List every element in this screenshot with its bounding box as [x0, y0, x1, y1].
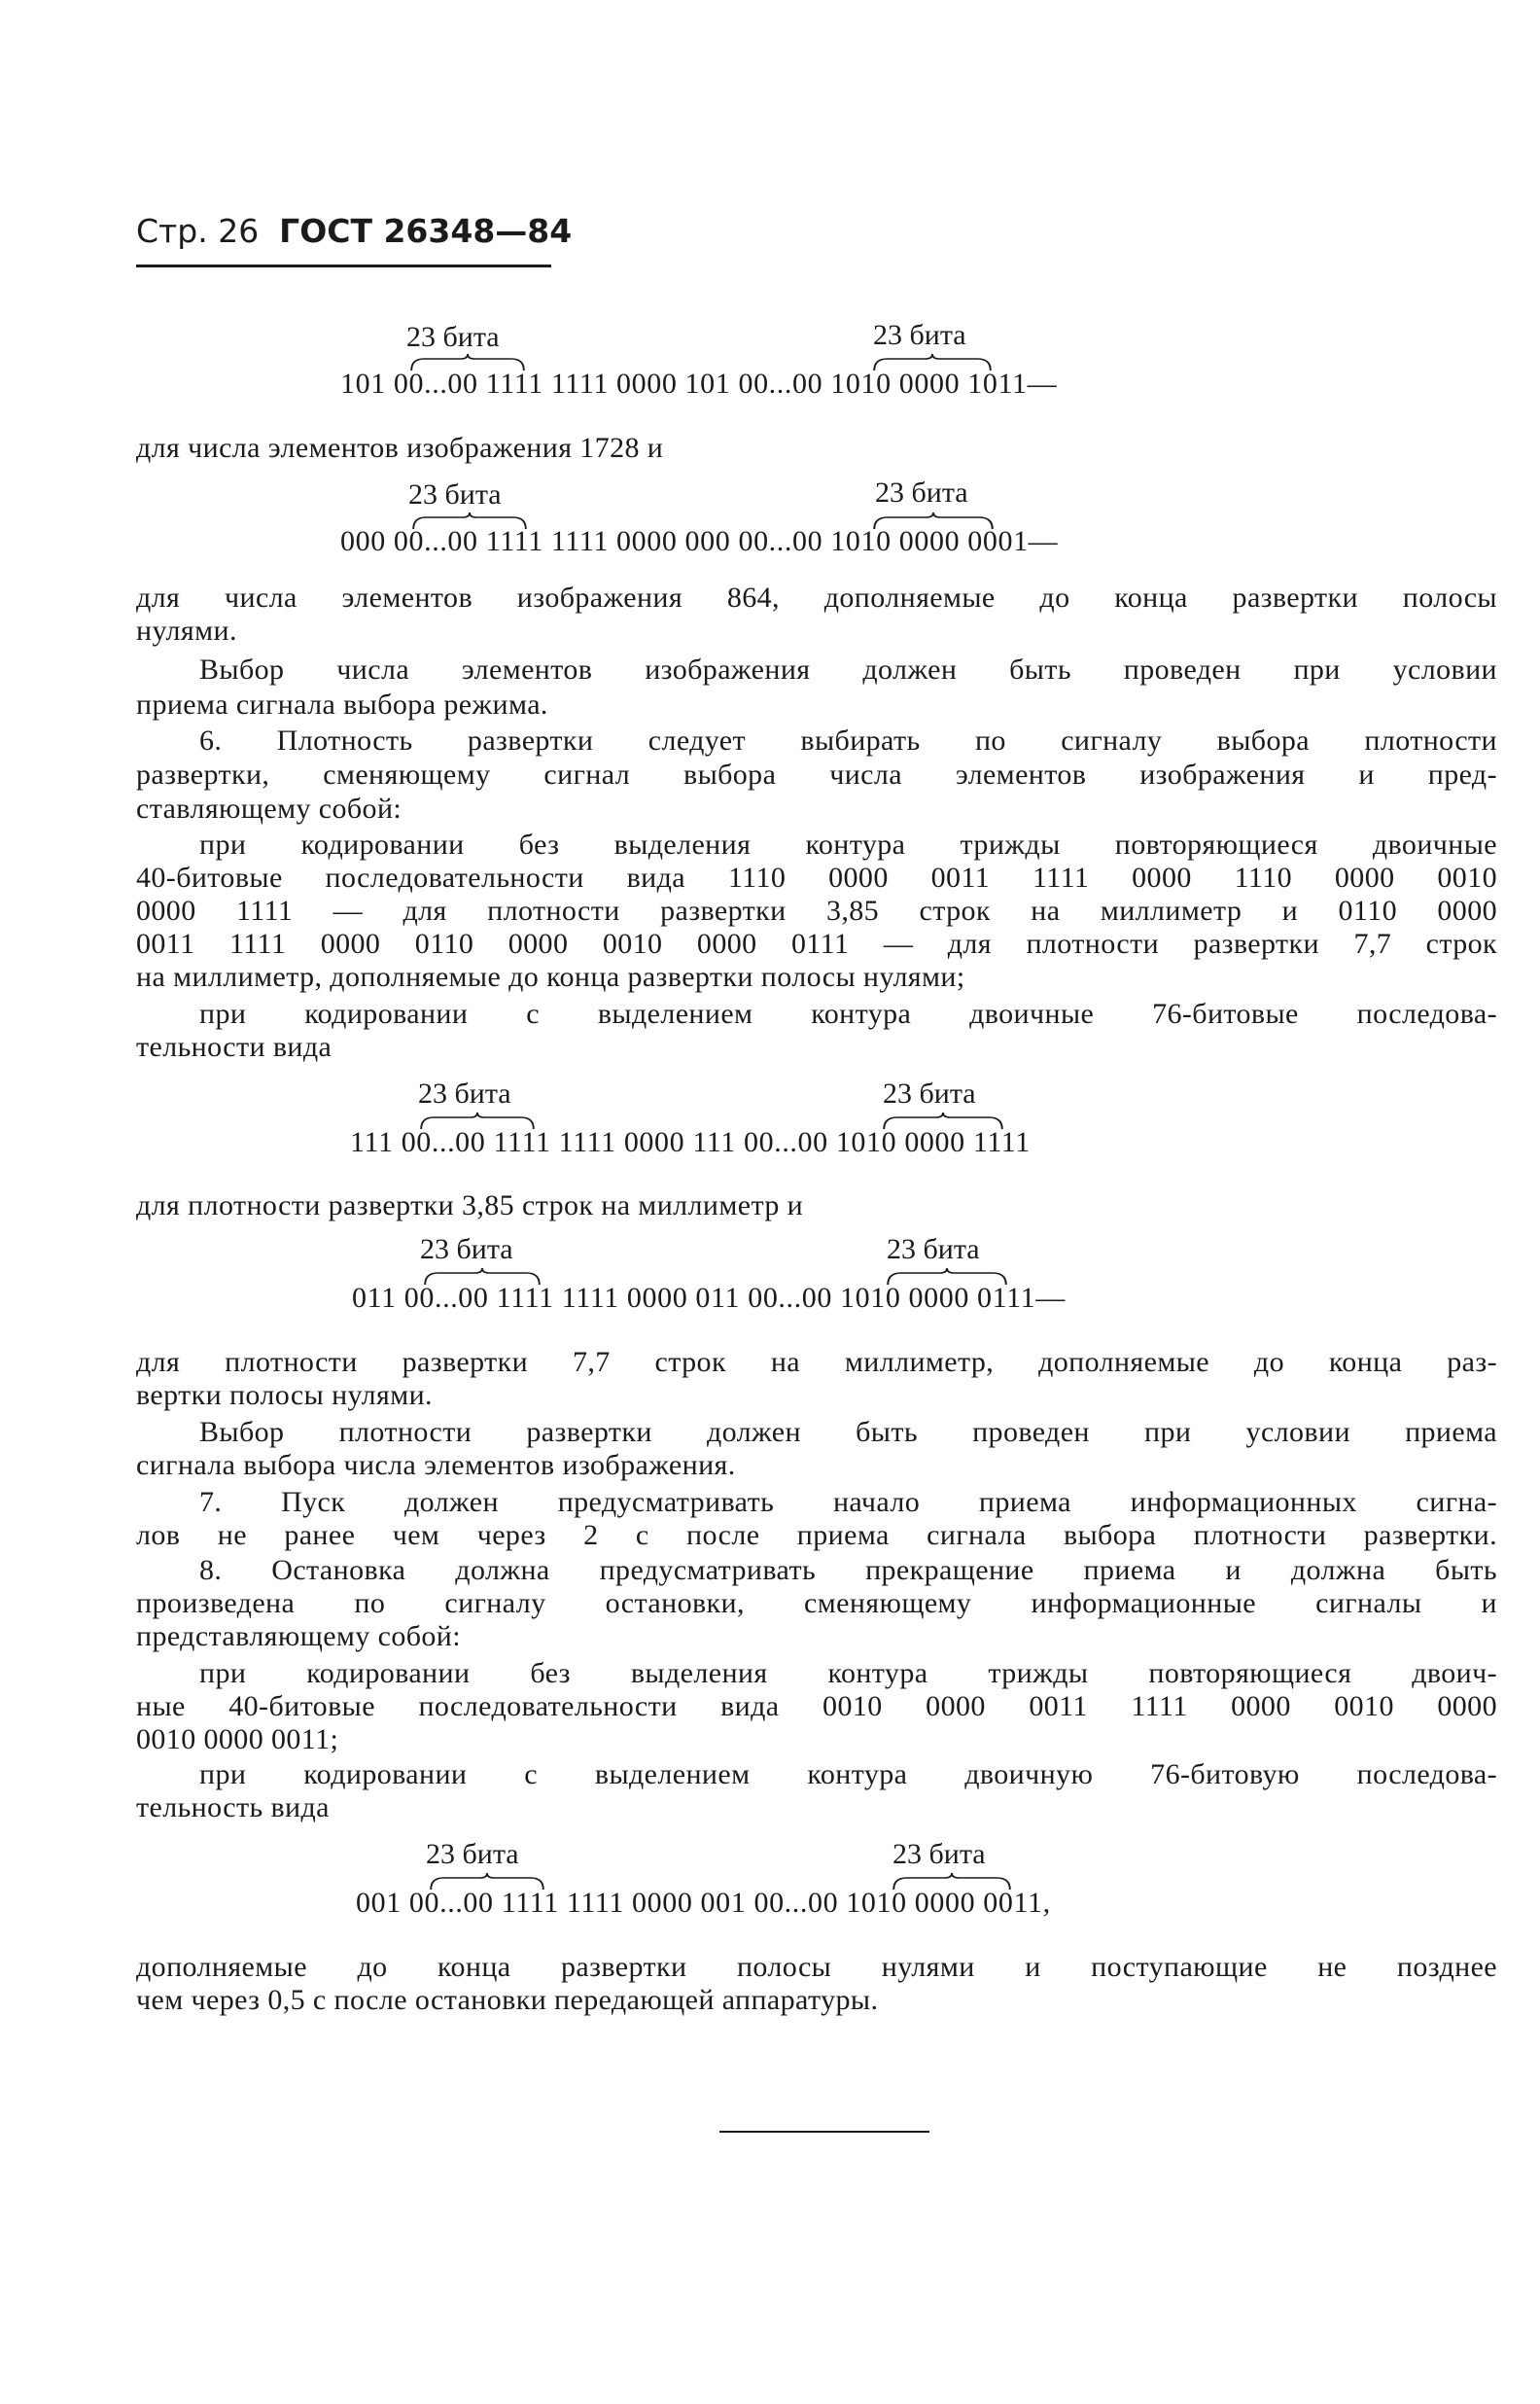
bit-label: 23 бита — [420, 1233, 513, 1265]
bit-label: 23 бита — [892, 1838, 986, 1870]
seq-middle: 1111 1111 0000 011 — [496, 1282, 741, 1314]
bit-label: 23 бита — [418, 1078, 511, 1110]
bit-label: 23 бита — [426, 1838, 519, 1870]
seq-middle: 1111 1111 0000 111 — [493, 1126, 736, 1158]
text-line: сигнала выбора числа элементов изображения. — [136, 1449, 736, 1481]
bit-sequence — [352, 1282, 1066, 1315]
text-line: 6. Плотность развертки следует выбирать по сигналу выбора плотности — [199, 725, 1497, 757]
text-line: для числа элементов изображения 1728 и — [136, 432, 664, 464]
page-number: Стр. 26 — [136, 212, 260, 250]
text-line: произведена по сигналу остановки, сменяющему информационные сигналы и — [136, 1587, 1497, 1619]
bit-sequence — [350, 1126, 1031, 1159]
seq-zeros: 00...00 — [748, 1282, 832, 1314]
seq-middle: 1111 1111 0000 001 — [501, 1887, 747, 1919]
bit-sequence — [340, 525, 1058, 558]
text-line: 0010 0000 0011; — [136, 1723, 339, 1755]
text-line: при кодировании с выделением контура двоичные 76-битовые последова- — [199, 998, 1497, 1030]
text-line: 40-битовые последовательности вида 1110 0000 0011 1111 0000 1110 0000 0010 — [136, 862, 1497, 894]
seq-zeros: 00...00 — [744, 1126, 828, 1158]
seq-zeros: 00...00 — [393, 525, 478, 557]
text-line: ные 40-битовые последовательности вида 0010 0000 0011 1111 0000 0010 0000 — [136, 1690, 1497, 1722]
seq-prefix: 101 — [340, 368, 386, 400]
seq-middle: 1111 1111 0000 101 — [485, 368, 731, 400]
bit-label: 23 бита — [883, 1078, 976, 1110]
header-rule — [136, 265, 551, 267]
text-line: для плотности развертки 3,85 строк на миллиметр и — [136, 1189, 804, 1221]
text-line: 8. Остановка должна предусматривать прекращение приема и должна быть — [199, 1554, 1497, 1586]
seq-zeros: 00...00 — [753, 1887, 839, 1919]
seq-zeros: 00...00 — [408, 1887, 494, 1919]
seq-suffix: 1010 0000 0011, — [846, 1887, 1051, 1919]
text-line: при кодировании с выделением контура двоичную 76-битовую последова- — [199, 1758, 1497, 1790]
text-line: при кодировании без выделения контура трижды повторяющиеся двоич- — [199, 1657, 1497, 1689]
text-line: 0011 1111 0000 0110 0000 0010 0000 0111 — для плотности развертки 7,7 строк — [136, 928, 1497, 960]
seq-suffix: 1010 0000 0111— — [840, 1282, 1066, 1314]
text-line: лов не ранее чем через 2 с после приема сигнала выбора плотности развертки. — [136, 1519, 1497, 1551]
seq-zeros: 00...00 — [393, 368, 478, 400]
seq-prefix: 001 — [356, 1887, 402, 1919]
text-line: приема сигнала выбора режима. — [136, 689, 548, 721]
text-line: тельность вида — [136, 1791, 330, 1823]
text-line: 0000 1111 — для плотности развертки 3,85 строк на миллиметр и 0110 0000 — [136, 895, 1497, 927]
seq-zeros: 00...00 — [403, 1282, 489, 1314]
seq-middle: 1111 1111 0000 000 — [485, 525, 731, 557]
seq-suffix: 1010 0000 1011— — [830, 368, 1058, 400]
text-line: развертки, сменяющему сигнал выбора числа элементов изображения и пред- — [136, 759, 1497, 791]
text-line: Выбор числа элементов изображения должен быть проведен при условии — [199, 654, 1497, 686]
bit-label: 23 бита — [408, 478, 502, 511]
bit-label: 23 бита — [873, 319, 966, 351]
bit-label: 23 бита — [875, 477, 968, 509]
text-line: для числа элементов изображения 864, дополняемые до конца развертки полосы — [136, 582, 1497, 614]
standard-number: ГОСТ 26348—84 — [279, 212, 573, 250]
text-line: 7. Пуск должен предусматривать начало приема информационных сигна- — [199, 1486, 1497, 1518]
text-line: тельности вида — [136, 1031, 332, 1063]
seq-prefix: 011 — [352, 1282, 397, 1314]
text-line: представляющему собой: — [136, 1620, 461, 1652]
seq-zeros: 00...00 — [738, 368, 823, 400]
bit-label: 23 бита — [406, 321, 500, 353]
end-rule — [719, 2131, 929, 2133]
seq-prefix: 111 — [350, 1126, 394, 1158]
seq-prefix: 000 — [340, 525, 386, 557]
text-line: Выбор плотности развертки должен быть проведен при условии приема — [199, 1416, 1497, 1448]
text-line: вертки полосы нулями. — [136, 1379, 433, 1411]
seq-suffix: 1010 0000 0001— — [830, 525, 1059, 557]
text-line: ставляющему собой: — [136, 793, 402, 825]
bit-label: 23 бита — [887, 1233, 980, 1265]
text-line: нулями. — [136, 615, 237, 647]
text-line: на миллиметр, дополняемые до конца развертки полосы нулями; — [136, 961, 965, 993]
text-line: чем через 0,5 с после остановки передающей аппаратуры. — [136, 1984, 879, 2016]
seq-zeros: 00...00 — [401, 1126, 486, 1158]
bit-sequence — [340, 368, 1057, 401]
seq-zeros: 00...00 — [738, 525, 823, 557]
text-line: дополняемые до конца развертки полосы нулями и поступающие не позднее — [136, 1951, 1497, 1983]
bit-sequence — [356, 1887, 1051, 1920]
text-line: при кодировании без выделения контура трижды повторяющиеся двоичные — [199, 829, 1497, 861]
text-line: для плотности развертки 7,7 строк на миллиметр, дополняемые до конца раз- — [136, 1346, 1497, 1378]
seq-suffix: 1010 0000 1111 — [835, 1126, 1031, 1158]
page-header — [136, 212, 572, 250]
